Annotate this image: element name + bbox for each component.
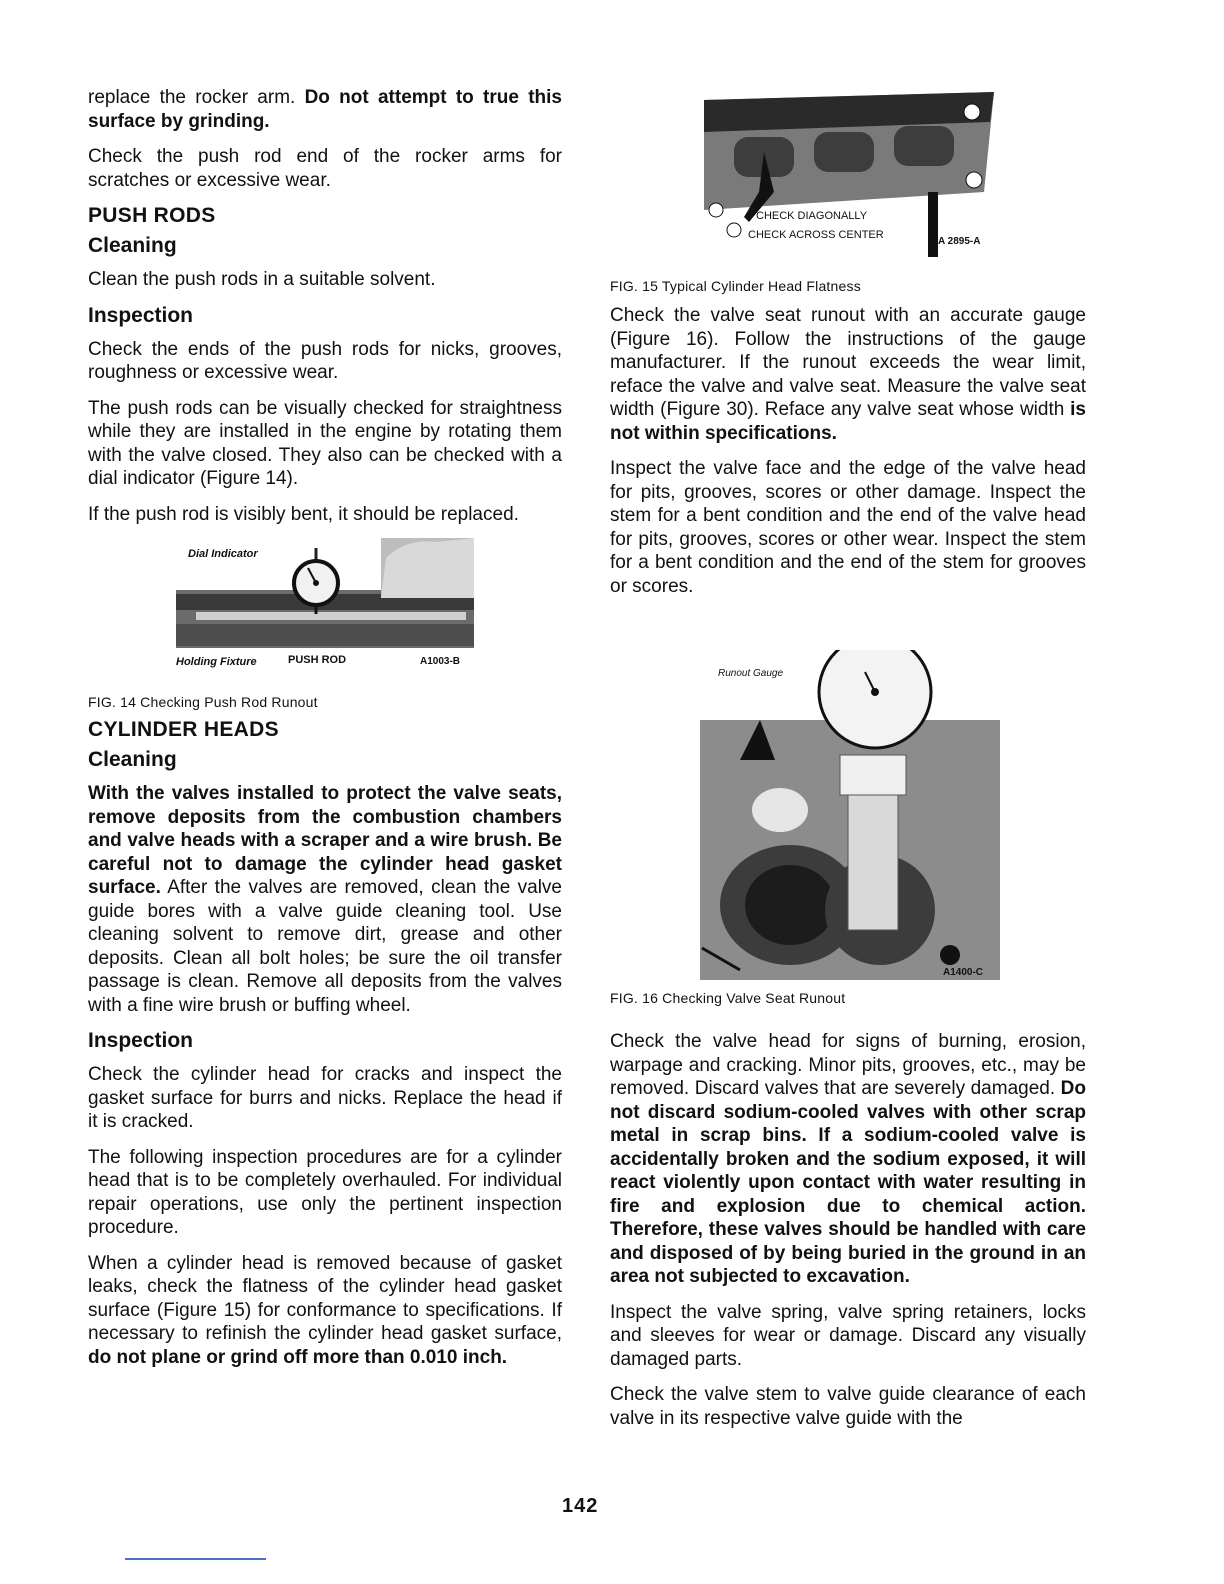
valve-seat-runout-photo bbox=[700, 650, 1000, 980]
section-heading-cylinder-heads: CYLINDER HEADS bbox=[88, 718, 279, 741]
subheading-inspection: Inspection bbox=[88, 303, 194, 327]
figure-16-caption: FIG. 16 Checking Valve Seat Runout bbox=[610, 990, 846, 1006]
paragraph: The push rods can be visually checked for straightness while they are installed in the engine by rotating them with the valve closed. They also can be checked with a dial indicator (Figure 14). bbox=[88, 397, 562, 489]
paragraph: The following inspection procedures are for a cylinder head that is to be completely overhauled. For individual repair operations, use only the pertinent inspection procedure. bbox=[88, 1146, 562, 1238]
figure-14-caption: FIG. 14 Checking Push Rod Runout bbox=[88, 694, 318, 710]
subheading-cleaning: Cleaning bbox=[88, 234, 177, 257]
subheading-inspection: Inspection bbox=[88, 1029, 194, 1052]
paragraph: Inspect the valve face and the edge of the valve head for pits, grooves, scores or other damage. Inspect the stem for a bent condition and the end of the valve head for pits, grooves, scores or other wear. Inspect the stem for a bent condition and the end of the stem for grooves or scores. bbox=[610, 458, 1086, 597]
figure-14 bbox=[88, 538, 562, 688]
page-number: 142 bbox=[562, 1495, 599, 1517]
bold-text: is not within specifications. bbox=[610, 399, 1086, 444]
paragraph: Check the valve stem to valve guide clearance of each valve in its respective valve guide with the bbox=[610, 1384, 1086, 1429]
label-holding-fixture: Holding Fixture bbox=[176, 656, 257, 668]
figure-code: A1003-B bbox=[420, 656, 461, 667]
bold-text: Do not discard sodium-cooled valves with other scrap metal in scrap bins. If a sodium-cooled valve is accidentally broken and the sodium exposed, it will react violently upon contact with water resulting in fire and explosion due to chemical action. Therefore, these valves should be handled with care and disposed of by being buried in the ground in an area not subjected to excavation. bbox=[610, 1078, 1086, 1287]
figure-code: A 2895-A bbox=[938, 236, 981, 247]
label-dial-indicator: Dial Indicator bbox=[188, 548, 258, 560]
label-push-rod: PUSH ROD bbox=[288, 654, 347, 666]
paragraph: replace the rocker arm. Do not attempt to true this surface by grinding. bbox=[88, 87, 562, 132]
label-runout-gauge: Runout Gauge bbox=[718, 668, 784, 679]
label-check-diagonally: CHECK DIAGONALLY bbox=[756, 210, 868, 222]
figure-15-caption: FIG. 15 Typical Cylinder Head Flatness bbox=[610, 278, 861, 294]
figure-code: A1400-C bbox=[943, 967, 984, 978]
right-column bbox=[610, 86, 1086, 1442]
section-heading-push-rods: PUSH RODS bbox=[88, 204, 216, 227]
bold-text: With the valves installed to protect the valve seats, remove deposits from the combustion chambers and valve heads with a scraper and a wire brush. Be careful not to damage the cylinder head gasket surface. bbox=[88, 783, 562, 898]
paragraph: If the push rod is visibly bent, it should be replaced. bbox=[88, 503, 519, 525]
subheading-cleaning: Cleaning bbox=[88, 748, 177, 771]
paragraph: When a cylinder head is removed because of gasket leaks, check the flatness of the cylinder head gasket surface (Figure 15) for conformance to specifications. If necessary to refinish the cylinder head gasket surface, do not plane or grind off more than 0.010 inch. bbox=[88, 1252, 562, 1368]
paragraph: Check the valve head for signs of burning, erosion, warpage and cracking. Minor pits, grooves, etc., may be removed. Discard valves that are severely damaged. Do not discard sodium-cooled valves with other scrap metal in scrap bins. If a sodium-cooled valve is accidentally broken and the sodium exposed, it will react violently upon contact with water resulting in fire and explosion due to chemical action. Therefore, these valves should be handled with care and disposed of by being buried in the ground in an area not subjected to excavation. bbox=[610, 1031, 1086, 1287]
footer-rule bbox=[125, 1558, 266, 1560]
paragraph: Inspect the valve spring, valve spring retainers, locks and sleeves for wear or damage. Discard any visually damaged parts. bbox=[610, 1301, 1086, 1370]
bold-text: Do not attempt to true this surface by grinding. bbox=[88, 87, 562, 132]
paragraph: Check the valve seat runout with an accurate gauge (Figure 16). Follow the instructions of the gauge manufacturer. If the runout exceeds the wear limit, reface the valve and valve seat. Measure the valve seat width (Figure 30). Reface any valve seat whose width is not within specifications. bbox=[610, 305, 1086, 444]
label-check-across-center: CHECK ACROSS CENTER bbox=[748, 229, 884, 241]
left-column bbox=[88, 86, 562, 1381]
bold-text: do not plane or grind off more than 0.010 inch. bbox=[88, 1346, 508, 1368]
paragraph: Clean the push rods in a suitable solvent. bbox=[88, 269, 436, 290]
paragraph: Check the cylinder head for cracks and inspect the gasket surface for burrs and nicks. Replace the head if it is cracked. bbox=[88, 1064, 562, 1132]
paragraph: Check the ends of the push rods for nicks, grooves, roughness or excessive wear. bbox=[88, 338, 562, 383]
figure-16 bbox=[610, 610, 1086, 980]
paragraph: Check the push rod end of the rocker arms for scratches or excessive wear. bbox=[88, 146, 562, 191]
paragraph: With the valves installed to protect the valve seats, remove deposits from the combustion chambers and valve heads with a scraper and a wire brush. Be careful not to damage the cylinder head gasket surface. After the valves are removed, clean the valve guide bores with a valve guide cleaning tool. Use cleaning solvent to remove dirt, grease and other deposits. Clean all bolt holes; be sure the oil transfer passage is clean. Remove all deposits from the valves with a fine wire brush or buffing wheel. bbox=[88, 783, 562, 1016]
figure-15 bbox=[610, 86, 1086, 268]
